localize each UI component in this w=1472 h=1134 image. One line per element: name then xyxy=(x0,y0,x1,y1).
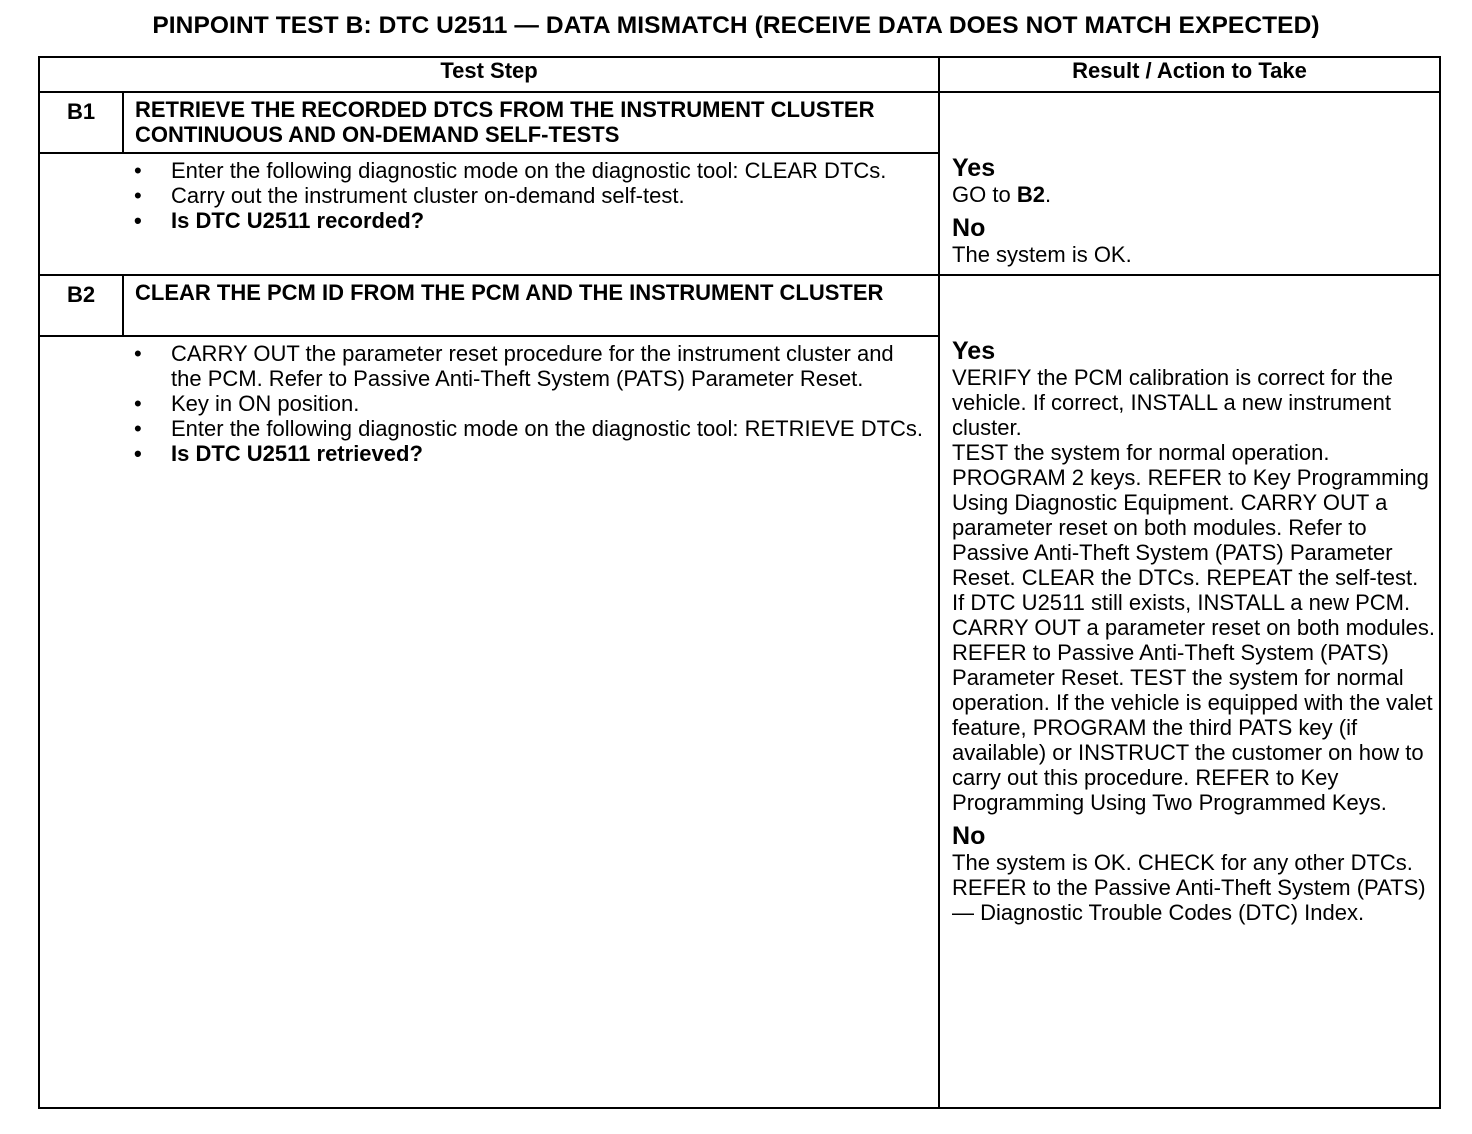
yes-label-b1: Yes xyxy=(952,154,996,182)
no-label-b1: No xyxy=(952,214,986,242)
page-title: PINPOINT TEST B: DTC U2511 — DATA MISMATCH (RECEIVE DATA DOES NOT MATCH EXPECTED) xyxy=(152,12,1320,39)
no-action-b2: The system is OK. CHECK for any other DTCs. REFER to the Passive Anti-Theft System (PATS) — Diagnostic Trouble Codes (DTC) Index. xyxy=(952,850,1426,925)
yes-action-b2-part1: VERIFY the PCM calibration is correct for the vehicle. If correct, INSTALL a new instrument cluster. xyxy=(952,365,1393,440)
header-test-step: Test Step xyxy=(39,57,939,92)
list-item: • Key in ON position. xyxy=(134,391,360,416)
question-text: Is DTC U2511 recorded? xyxy=(171,208,425,233)
yes-label-b2: Yes xyxy=(952,337,996,365)
step-number-b1: B1 xyxy=(39,92,123,153)
yes-action-suffix: . xyxy=(1044,182,1052,207)
list-item: • Enter the following diagnostic mode on the diagnostic tool: RETRIEVE DTCs. xyxy=(134,416,924,441)
bullet-text: Enter the following diagnostic mode on the diagnostic tool: CLEAR DTCs. xyxy=(171,158,887,183)
no-action-b1: The system is OK. xyxy=(952,242,1132,267)
step-b2-heading-row xyxy=(39,275,1440,336)
go-to-step-link[interactable]: B2 xyxy=(1016,182,1045,207)
yes-action-b1 xyxy=(952,182,1435,207)
bullet-text: Carry out the instrument cluster on-demand self-test. xyxy=(171,183,685,208)
step-body-b2 xyxy=(123,336,939,1108)
step-b1-heading-row xyxy=(39,92,1440,153)
bullet-text: CARRY OUT the parameter reset procedure for the instrument cluster and the PCM. Refer to Passive Anti-Theft System (PATS) Parameter Reset. xyxy=(171,341,894,391)
step-body-b1 xyxy=(123,153,939,275)
list-item: • CARRY OUT the parameter reset procedure for the instrument cluster and the PCM. Refer to Passive Anti-Theft System (PATS) Parameter Reset. xyxy=(134,341,894,391)
step-number-b2: B2 xyxy=(39,275,123,336)
header-result: Result / Action to Take xyxy=(939,57,1440,92)
no-label-b2: No xyxy=(952,822,986,850)
list-item: • Carry out the instrument cluster on-demand self-test. xyxy=(134,183,685,208)
bullet-text: Key in ON position. xyxy=(171,391,360,416)
yes-action-text: GO to xyxy=(952,182,1017,207)
blank-cell xyxy=(39,336,123,1108)
step-heading-b1: RETRIEVE THE RECORDED DTCS FROM THE INSTRUMENT CLUSTER CONTINUOUS AND ON-DEMAND SELF-TESTS xyxy=(123,92,939,153)
result-b1 xyxy=(939,92,1440,275)
result-b2 xyxy=(939,275,1440,1108)
pinpoint-test-table xyxy=(38,56,1441,1109)
question-text: Is DTC U2511 retrieved? xyxy=(171,441,423,466)
yes-action-b2-part2: TEST the system for normal operation. PROGRAM 2 keys. REFER to Key Programming Using Diagnostic Equipment. CARRY OUT a parameter reset on both modules. Refer to Passive Anti-Theft System (PATS) Parameter Reset. CLEAR the DTCs. REPEAT the self-test. If DTC U2511 still exists, INSTALL a new PCM. CARRY OUT a parameter reset on both modules. REFER to Passive Anti-Theft System (PATS) Parameter Reset. TEST the system for normal operation. If the vehicle is equipped with the valet feature, PROGRAM the third PATS key (if available) or INSTRUCT the customer on how to carry out this procedure. REFER to Key Programming Using Two Programmed Keys. xyxy=(952,440,1436,815)
list-item: • Enter the following diagnostic mode on the diagnostic tool: CLEAR DTCs. xyxy=(134,158,887,183)
table-header-row xyxy=(39,57,1440,92)
step-heading-b2: CLEAR THE PCM ID FROM THE PCM AND THE INSTRUMENT CLUSTER xyxy=(123,275,939,336)
list-item: • Is DTC U2511 retrieved? xyxy=(134,441,423,466)
list-item: • Is DTC U2511 recorded? xyxy=(134,208,425,233)
blank-cell xyxy=(39,153,123,275)
bullet-text: Enter the following diagnostic mode on the diagnostic tool: RETRIEVE DTCs. xyxy=(171,416,924,441)
